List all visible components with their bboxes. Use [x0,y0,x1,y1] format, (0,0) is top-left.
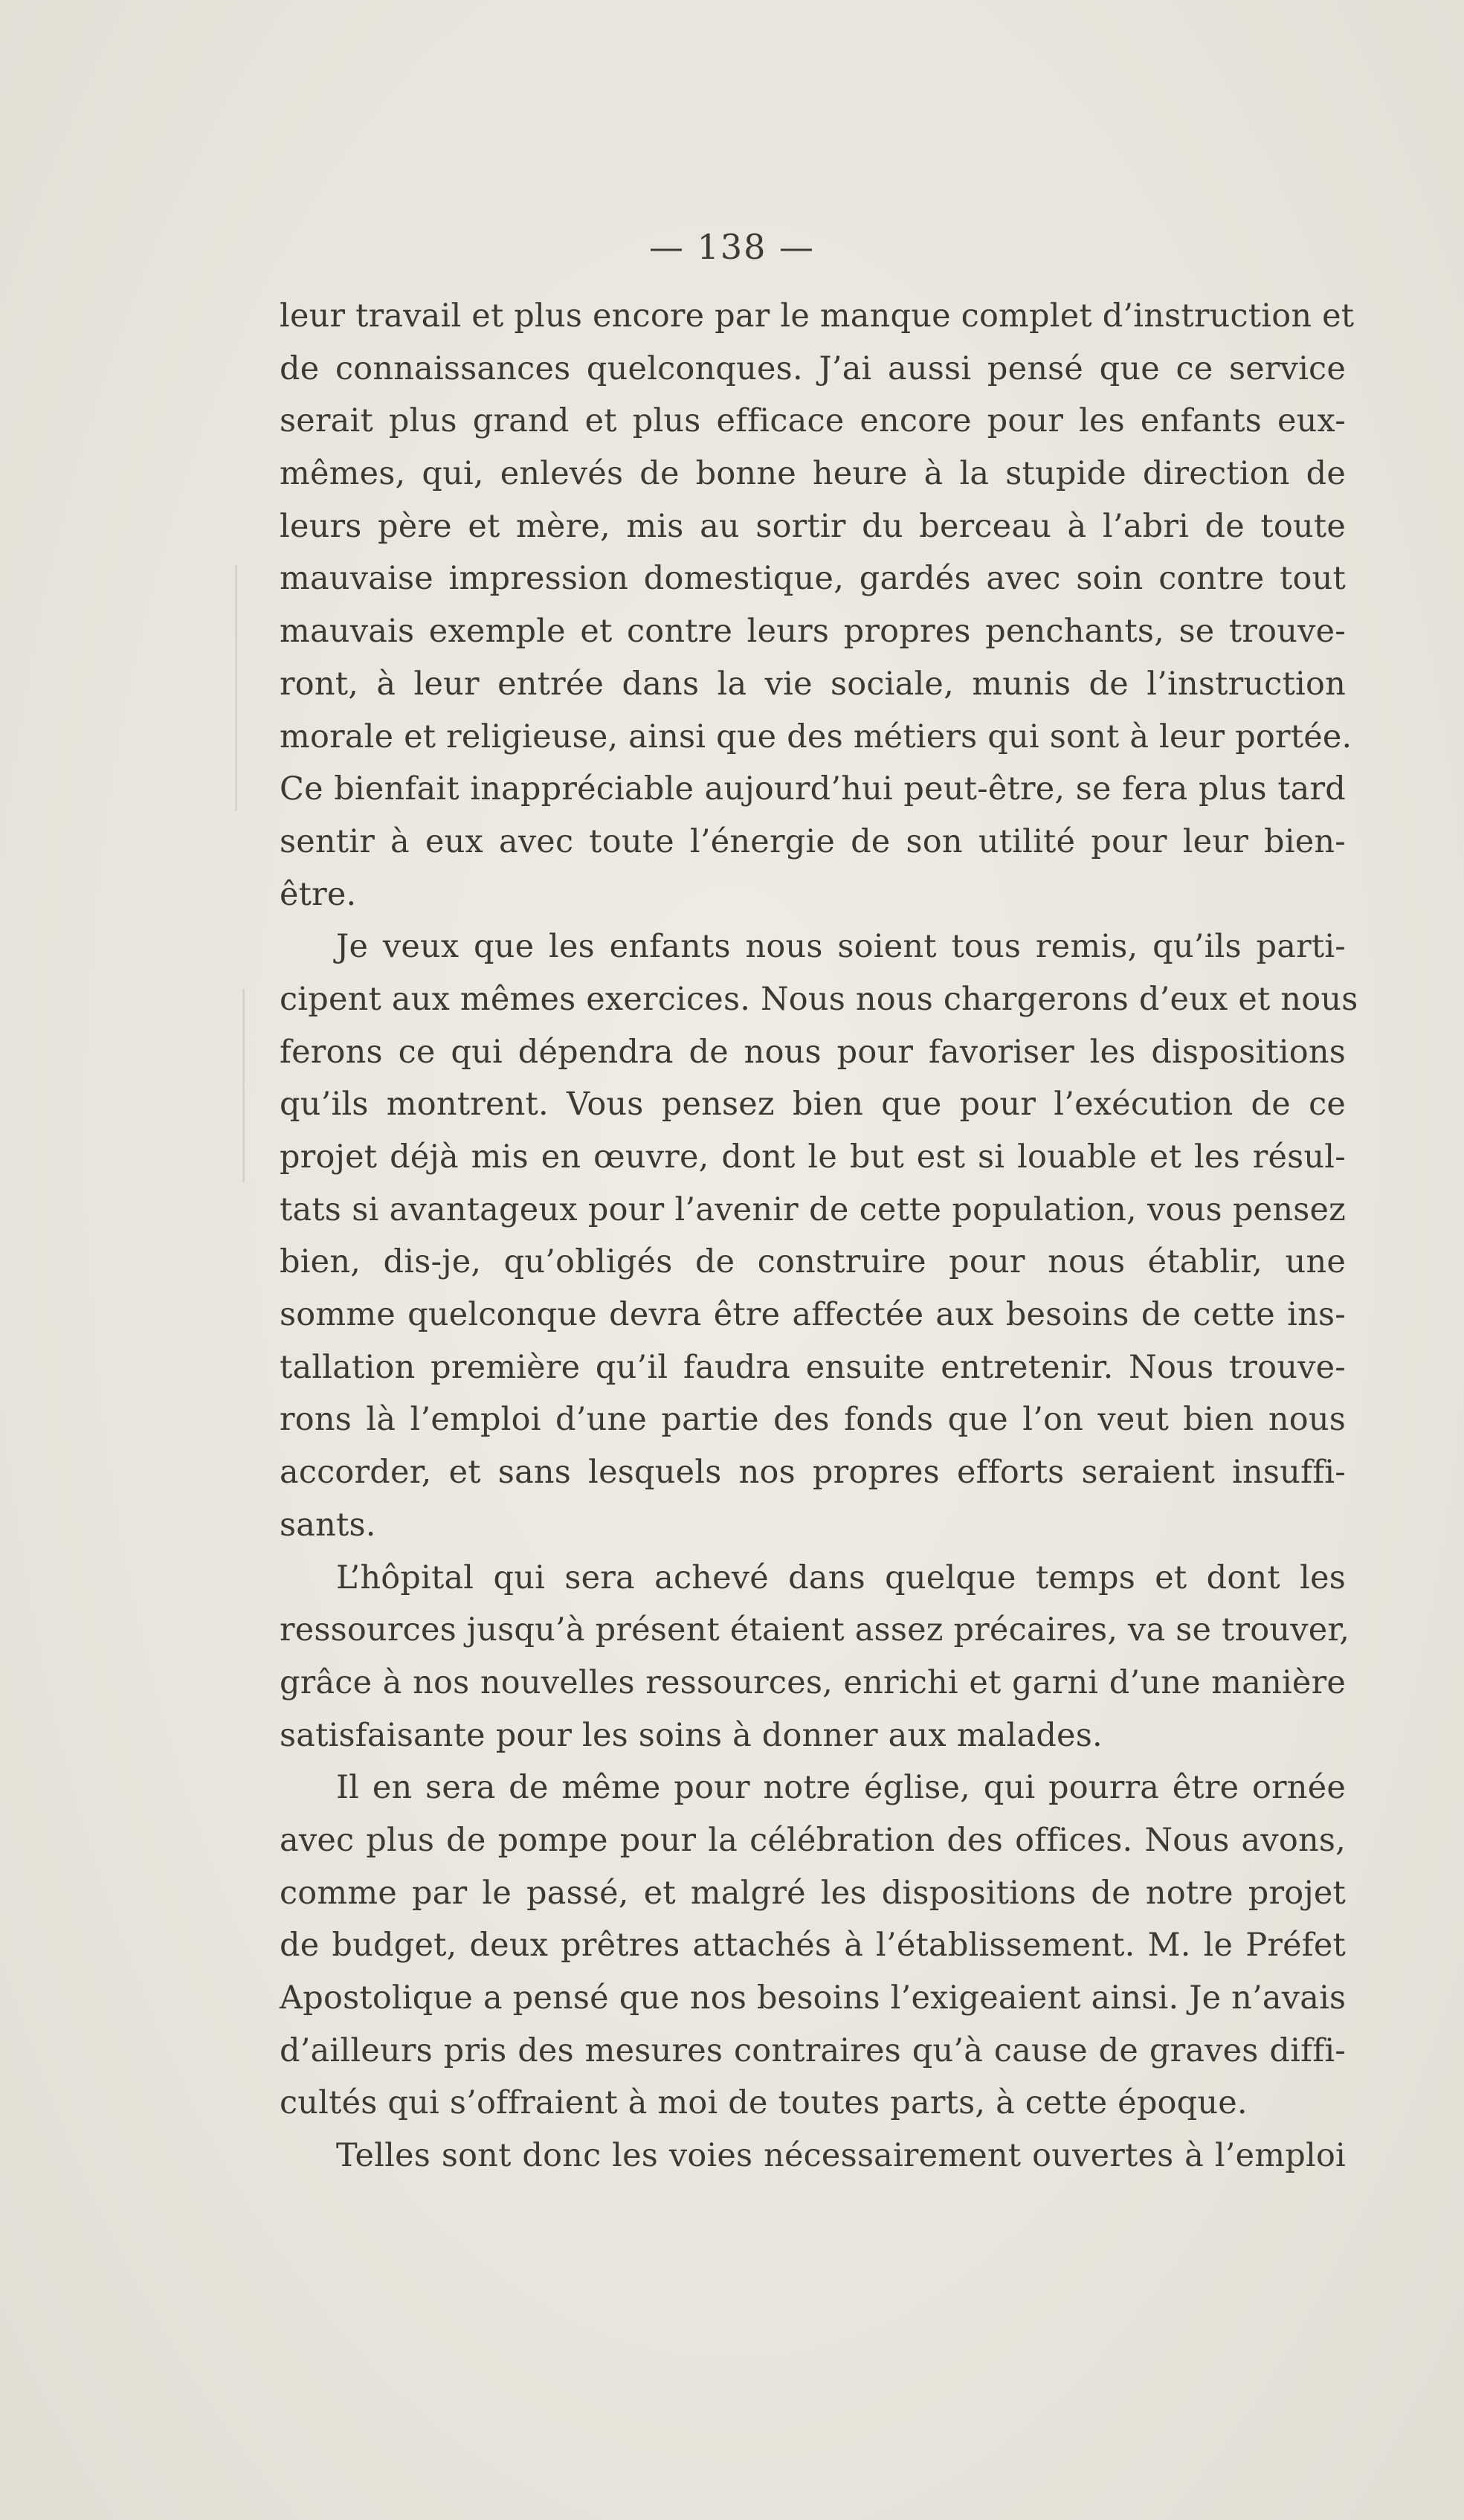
text-line: mauvaise impression domestique, gardés avec soin contre tout [280,560,1346,598]
text-line: mauvais exemple et contre leurs propres penchants, se trouve- [280,613,1346,651]
text-line: Telles sont donc les voies nécessairement ouvertes à l’emploi [336,2137,1346,2175]
text-line: être. [280,875,357,913]
text-line: de budget, deux prêtres attachés à l’établissement. M. le Préfet [280,1927,1346,1965]
text-line: tats si avantageux pour l’avenir de cette population, vous pensez [280,1190,1346,1228]
text-line: cipent aux mêmes exercices. Nous nous chargerons d’eux et nous [280,980,1358,1018]
text-line: sants. [280,1506,376,1544]
text-line: projet déjà mis en œuvre, dont le but est si louable et les résul- [280,1138,1346,1176]
text-line: mêmes, qui, enlevés de bonne heure à la stupide direction de [280,455,1346,493]
text-line: accorder, et sans lesquels nos propres efforts seraient insuffi- [280,1454,1346,1492]
margin-shadow-lower [242,989,245,1182]
text-line: bien, dis-je, qu’obligés de construire pour nous établir, une [280,1243,1346,1281]
margin-shadow-upper [235,565,237,811]
text-line: rons là l’emploi d’une partie des fonds que l’on veut bien nous [280,1401,1346,1439]
text-line: tallation première qu’il faudra ensuite entretenir. Nous trouve- [280,1348,1346,1386]
text-line: Il en sera de même pour notre église, qui pourra être ornée [336,1769,1346,1807]
text-line: grâce à nos nouvelles ressources, enrichi et garni d’une manière [280,1663,1346,1701]
text-line: Apostolique a pensé que nos besoins l’exigeaient ainsi. Je n’avais [280,1979,1347,2017]
text-line: leur travail et plus encore par le manque complet d’instruction et [280,297,1355,335]
text-line: de connaissances quelconques. J’ai aussi pensé que ce service [280,349,1346,387]
text-line: morale et religieuse, ainsi que des métiers qui sont à leur portée. [280,718,1352,755]
text-line: satisfaisante pour les soins à donner aux malades. [280,1716,1103,1754]
text-line: serait plus grand et plus efficace encore pour les enfants eux- [280,402,1346,440]
text-line: sentir à eux avec toute l’énergie de son utilité pour leur bien- [280,822,1346,860]
text-line: qu’ils montrent. Vous pensez bien que pour l’exécution de ce [280,1086,1346,1124]
text-line: ferons ce qui dépendra de nous pour favoriser les dispositions [280,1033,1346,1071]
text-line: leurs père et mère, mis au sortir du berceau à l’abri de toute [280,507,1346,545]
text-line: ressources jusqu’à présent étaient assez précaires, va se trouver, [280,1611,1350,1649]
text-line: somme quelconque devra être affectée aux besoins de cette ins- [280,1296,1346,1334]
text-line: cultés qui s’offraient à moi de toutes parts, à cette époque. [280,2084,1248,2122]
page-number: — 138 — [648,227,816,267]
text-line: comme par le passé, et malgré les dispositions de notre projet [280,1874,1346,1912]
text-line: L’hôpital qui sera achevé dans quelque temps et dont les [336,1559,1346,1596]
text-line: d’ailleurs pris des mesures contraires qu’à cause de graves diffi- [280,2031,1346,2069]
text-line: Ce bienfait inappréciable aujourd’hui peut-être, se fera plus tard [280,770,1346,808]
text-line: ront, à leur entrée dans la vie sociale, munis de l’instruction [280,665,1346,703]
text-line: Je veux que les enfants nous soient tous remis, qu’ils parti- [336,928,1346,966]
text-line: avec plus de pompe pour la célébration des offices. Nous avons, [280,1821,1346,1859]
body-text [280,290,1358,2182]
